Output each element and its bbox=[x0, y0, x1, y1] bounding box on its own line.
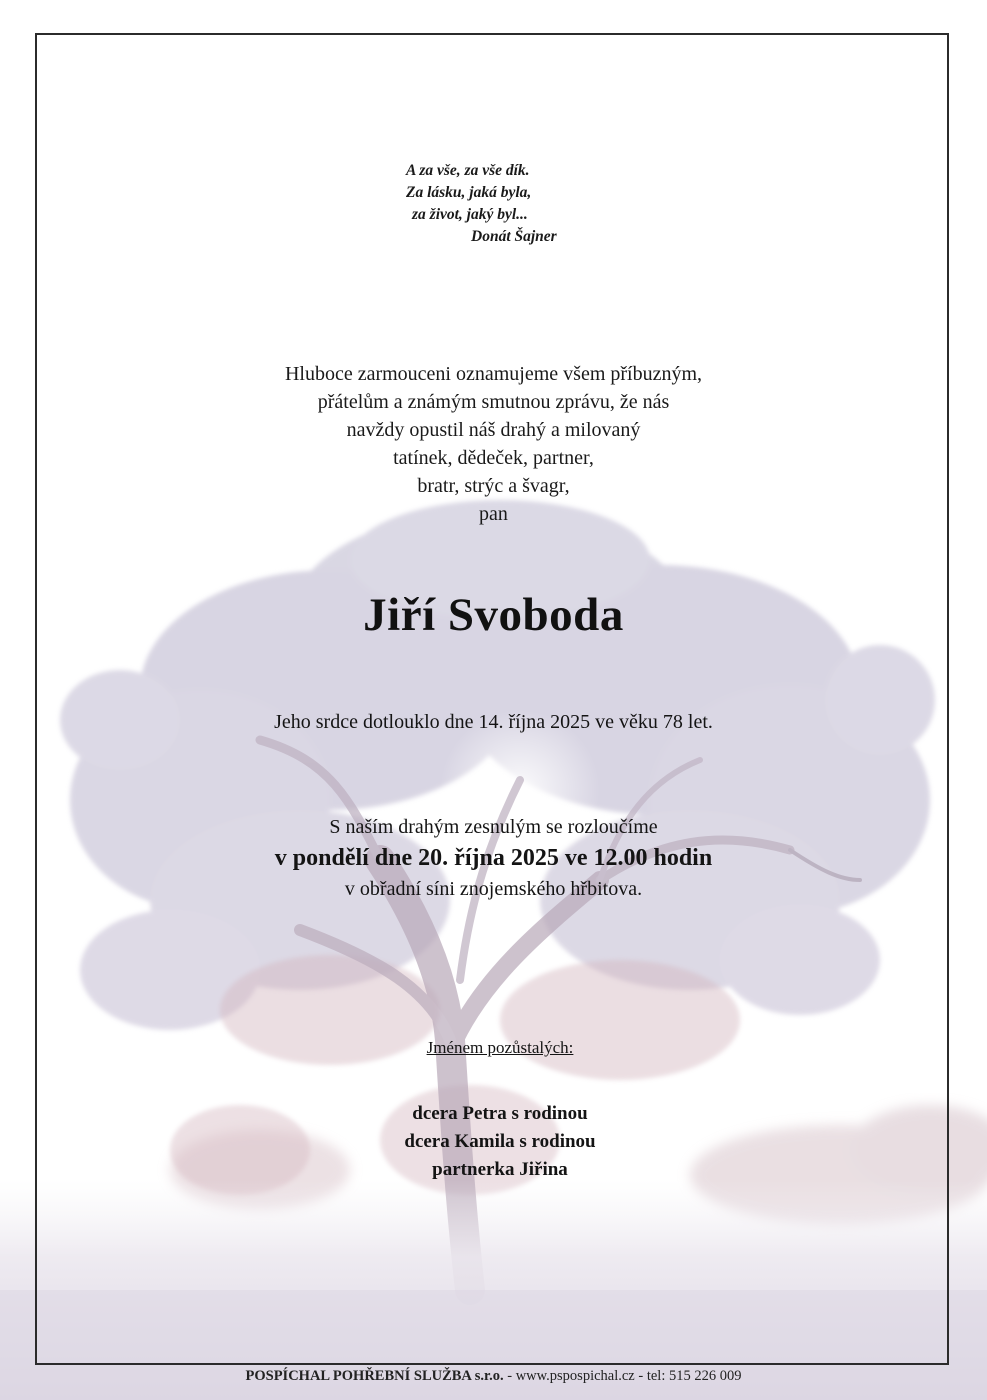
survivor-item: partnerka Jiřina bbox=[432, 1159, 568, 1180]
announcement-line: tatínek, dědeček, partner, bbox=[393, 447, 594, 469]
announcement-line: bratr, strýc a švagr, bbox=[417, 475, 570, 497]
announcement-line: pan bbox=[479, 503, 508, 525]
footer-company: POSPÍCHAL POHŘEBNÍ SLUŽBA s.r.o. bbox=[245, 1368, 504, 1384]
motto-line: Za lásku, jaká byla, bbox=[406, 184, 532, 201]
on-behalf-label: Jménem pozůstalých: bbox=[426, 1038, 574, 1057]
death-date-line: Jeho srdce dotlouklo dne 14. října 2025 ve věku 78 let. bbox=[274, 711, 713, 733]
announcement-line: přátelům a známým smutnou zprávu, že nás bbox=[317, 391, 670, 413]
farewell-place: v obřadní síni znojemského hřbitova. bbox=[344, 878, 643, 900]
deceased-name: Jiří Svoboda bbox=[363, 589, 624, 641]
motto-author: Donát Šajner bbox=[471, 228, 557, 245]
footer-details: - www.pspospichal.cz - tel: 515 226 009 bbox=[503, 1368, 742, 1384]
survivor-item: dcera Kamila s rodinou bbox=[404, 1131, 596, 1152]
announcement-line: navždy opustil náš drahý a milovaný bbox=[346, 419, 641, 441]
motto-line: za život, jaký byl... bbox=[412, 206, 528, 223]
survivor-item: dcera Petra s rodinou bbox=[412, 1103, 588, 1124]
farewell-date-time: v pondělí dne 20. října 2025 ve 12.00 hodin bbox=[274, 845, 713, 871]
motto-line: A za vše, za vše dík. bbox=[406, 162, 530, 179]
survivors-list bbox=[300, 1100, 700, 1184]
motto-quote bbox=[380, 160, 640, 248]
farewell-intro: S naším drahým zesnulým se rozloučíme bbox=[329, 816, 658, 838]
announcement-text bbox=[140, 360, 847, 528]
footer-contact bbox=[0, 1366, 987, 1386]
farewell-info bbox=[100, 812, 887, 904]
announcement-line: Hluboce zarmouceni oznamujeme všem příbuzným, bbox=[284, 363, 703, 385]
